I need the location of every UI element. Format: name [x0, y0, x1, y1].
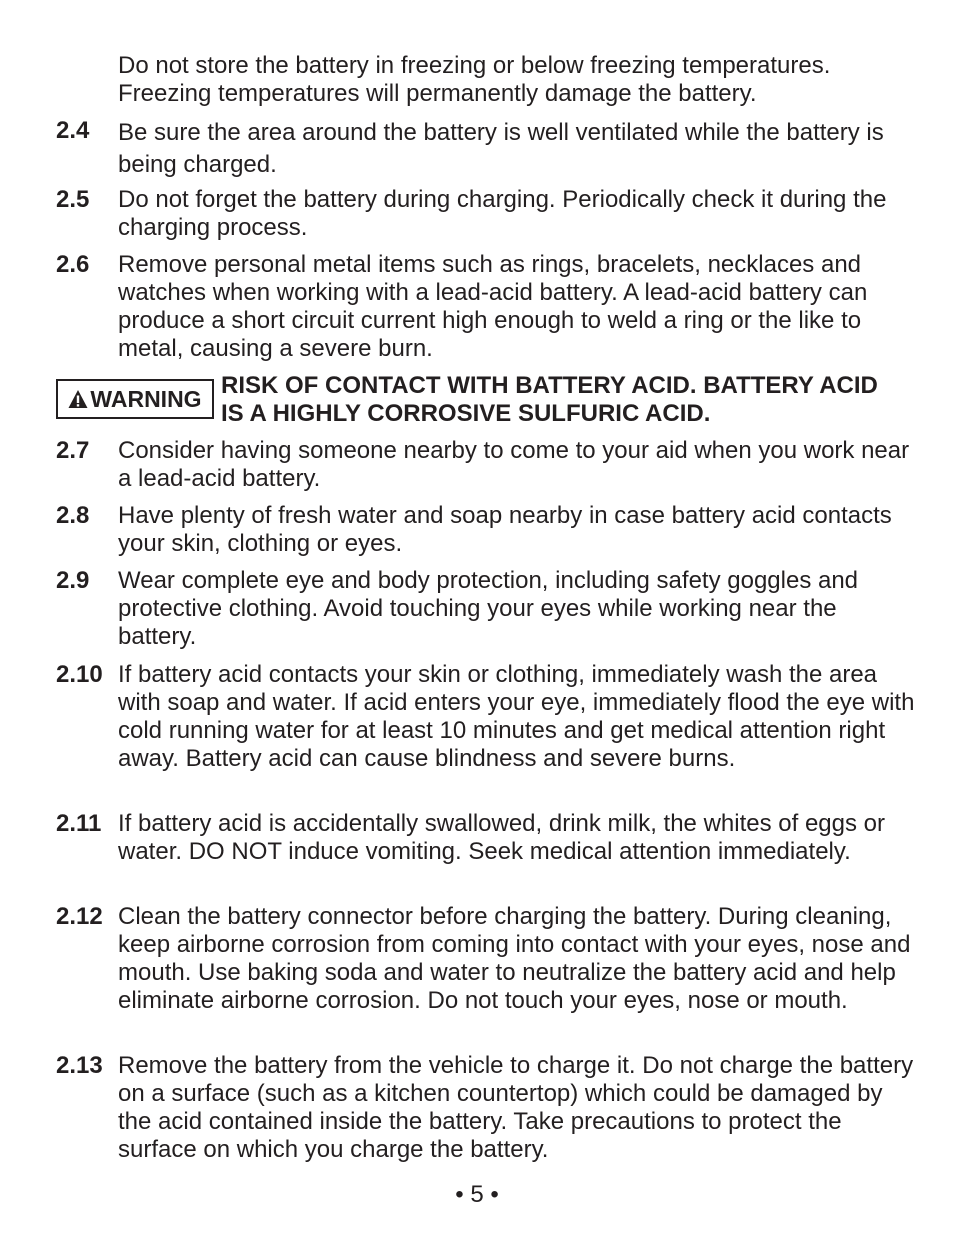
item-number: 2.13: [56, 1052, 103, 1079]
item-number: 2.6: [56, 251, 90, 278]
item-text: Remove personal metal items such as rings, bracelets, necklaces and watches when working with a lead-acid battery. A lead-acid battery can produce a short circuit current high enough to weld a ring or the like to metal, causing a severe burn.: [118, 251, 868, 362]
item-text: Remove the battery from the vehicle to charge it. Do not charge the battery on a surface (such as a kitchen countertop) which could be damaged by the acid contained inside the battery. Take precautions to protect the surface on which you charge the battery.: [118, 1052, 914, 1163]
list-item: [56, 661, 916, 773]
item-text: Have plenty of fresh water and soap nearby in case battery acid contacts your skin, clothing or eyes.: [118, 502, 892, 557]
list-item: [56, 437, 916, 493]
warning-text: RISK OF CONTACT WITH BATTERY ACID. BATTERY ACID IS A HIGHLY CORROSIVE SULFURIC ACID.: [221, 372, 878, 427]
item-text: If battery acid contacts your skin or clothing, immediately wash the area with soap and water. If acid enters your eye, immediately flood the eye with cold running water for at least 10 minutes and get medical attention right away. Battery acid can cause blindness and severe burns.: [118, 661, 915, 772]
item-number: 2.7: [56, 437, 90, 464]
list-item: [56, 1052, 916, 1164]
item-text: Wear complete eye and body protection, including safety goggles and protective clothing. Avoid touching your eyes while working near the battery.: [118, 567, 859, 650]
list-item: [56, 810, 916, 866]
list-item: [56, 567, 916, 651]
item-text: Be sure the area around the battery is well ventilated while the battery is being charged.: [118, 119, 884, 178]
list-item: [56, 251, 916, 363]
warning-badge: [56, 379, 214, 419]
list-item: [56, 903, 916, 1015]
item-text: If battery acid is accidentally swallowed, drink milk, the whites of eggs or water. DO NOT induce vomiting. Seek medical attention immediately.: [118, 810, 886, 865]
item-number: 2.10: [56, 661, 103, 688]
item-text: Do not forget the battery during charging. Periodically check it during the charging process.: [118, 186, 887, 241]
page-number: • 5 •: [455, 1181, 499, 1208]
item-number: 2.9: [56, 567, 90, 594]
item-number: 2.5: [56, 186, 90, 213]
warning-triangle-icon: [68, 389, 88, 409]
warning-block: [56, 372, 916, 428]
warning-label: WARNING: [90, 385, 202, 412]
item-number: 2.12: [56, 903, 103, 930]
item-text: Consider having someone nearby to come to your aid when you work near a lead-acid battery.: [118, 437, 910, 492]
list-item: [56, 186, 916, 242]
item-text: Clean the battery connector before charging the battery. During cleaning, keep airborne corrosion from coming into contact with your eyes, nose and mouth. Use baking soda and water to neutralize the battery acid and help eliminate airborne corrosion. Do not touch your eyes, nose or mouth.: [118, 903, 911, 1014]
continuation-paragraph: Do not store the battery in freezing or below freezing temperatures. Freezing temperatures will permanently damage the battery.: [118, 52, 831, 107]
item-number: 2.11: [56, 810, 102, 837]
item-number: 2.8: [56, 502, 90, 529]
list-item: [56, 117, 916, 181]
list-item: [56, 502, 916, 558]
item-number: 2.4: [56, 117, 90, 144]
